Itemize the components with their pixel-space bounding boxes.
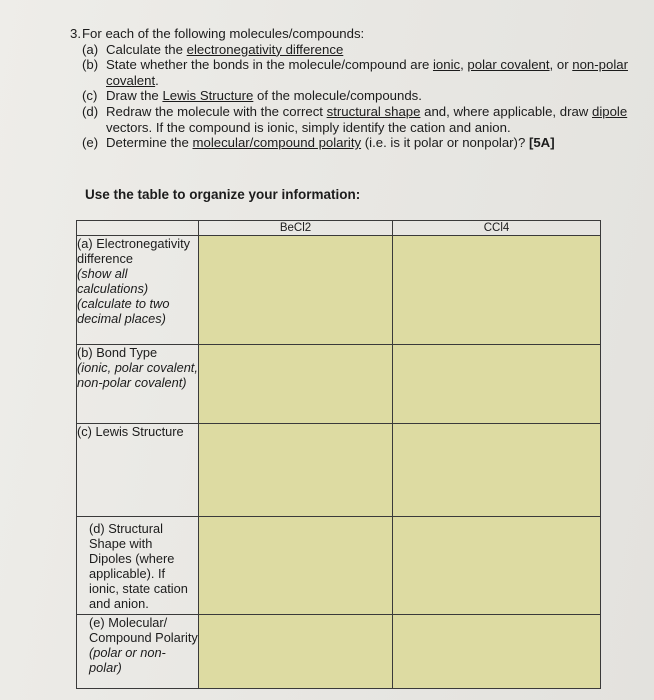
- answer-cell-ccl4-electronegativity[interactable]: [393, 236, 601, 345]
- question-item-text: polar covalent: [467, 57, 550, 73]
- answer-cell-becl2-bond-type[interactable]: [199, 345, 393, 424]
- question-item-label: (b): [82, 57, 99, 73]
- question-3: [70, 26, 630, 151]
- question-item-text: structural shape: [326, 103, 421, 119]
- question-item-text: vectors. If the compound is ionic, simply identify the cation and anion.: [106, 119, 511, 135]
- question-item: [82, 57, 630, 88]
- column-header-ccl4: CCl4: [393, 221, 601, 236]
- question-item-label: (e): [82, 135, 99, 151]
- question-item-text: dipole: [592, 103, 628, 119]
- question-item-text: ionic: [432, 57, 461, 73]
- question-number: 3.: [70, 26, 81, 41]
- question-item-text: .: [155, 72, 159, 88]
- question-lead: For each of the following molecules/compounds:: [82, 26, 365, 41]
- row-label-lewis-structure: (c) Lewis Structure: [77, 424, 199, 517]
- question-item-text: [5A]: [528, 135, 555, 151]
- row-label-structural-shape: (d) Structural Shape with Dipoles (where applicable). If ionic, state cation and anion.: [77, 517, 199, 615]
- question-item-text: , or: [549, 57, 573, 73]
- answer-cell-becl2-electronegativity[interactable]: [199, 236, 393, 345]
- question-item-text: Calculate the: [106, 41, 187, 57]
- question-item-text: electronegativity difference: [186, 41, 344, 57]
- answer-cell-becl2-polarity[interactable]: [199, 615, 393, 689]
- answer-cell-becl2-lewis[interactable]: [199, 424, 393, 517]
- answer-cell-ccl4-bond-type[interactable]: [393, 345, 601, 424]
- column-header-becl2: BeCl2: [199, 221, 393, 236]
- answer-cell-becl2-shape[interactable]: [199, 517, 393, 615]
- question-item-text: (i.e. is it polar or nonpolar)?: [361, 135, 529, 151]
- question-item-text: Lewis Structure: [162, 88, 254, 104]
- question-item-label: (d): [82, 103, 99, 119]
- row-label-electronegativity: (a) Electronegativity difference (show all calculations) (calculate to two decimal places): [77, 236, 199, 345]
- question-item-label: (c): [82, 88, 98, 104]
- question-item-text: Draw the: [106, 88, 163, 104]
- question-item-text: Redraw the molecule with the correct: [106, 103, 327, 119]
- question-item: [82, 104, 630, 135]
- row-label-polarity: (e) Molecular/ Compound Polarity (polar or non-polar): [77, 615, 199, 689]
- question-item: [82, 42, 630, 58]
- table-instruction: Use the table to organize your information:: [85, 187, 361, 202]
- row-label-bond-type: (b) Bond Type (ionic, polar covalent, non-polar covalent): [77, 345, 199, 424]
- answer-cell-ccl4-shape[interactable]: [393, 517, 601, 615]
- organizer-table: [76, 220, 601, 689]
- question-item-text: and, where applicable, draw: [420, 103, 592, 119]
- question-item-text: State whether the bonds in the molecule/compound are: [106, 57, 433, 73]
- answer-cell-ccl4-lewis[interactable]: [393, 424, 601, 517]
- question-item-text: molecular/compound polarity: [192, 135, 362, 151]
- question-item-text: non-polar covalent: [106, 57, 628, 88]
- question-item: [82, 88, 630, 104]
- question-item: [82, 135, 630, 151]
- header-corner: [77, 221, 199, 236]
- question-item-label: (a): [82, 41, 99, 57]
- question-item-text: Determine the: [106, 135, 193, 151]
- question-item-text: of the molecule/compounds.: [253, 88, 422, 104]
- answer-cell-ccl4-polarity[interactable]: [393, 615, 601, 689]
- question-items: [70, 42, 630, 151]
- question-item-text: ,: [460, 57, 468, 73]
